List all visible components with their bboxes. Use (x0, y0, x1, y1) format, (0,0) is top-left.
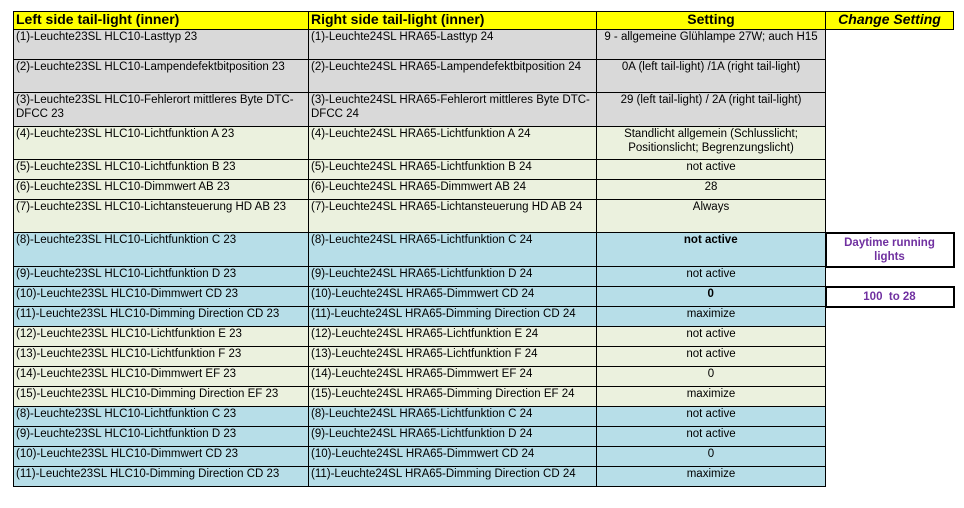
setting-cell[interactable]: maximize (597, 307, 826, 327)
table-row (14, 447, 954, 467)
left-cell[interactable]: (11)-Leuchte23SL HLC10-Dimming Direction CD 23 (14, 307, 309, 327)
right-cell[interactable]: (11)-Leuchte24SL HRA65-Dimming Direction CD 24 (309, 467, 597, 487)
change-setting-dimming-value[interactable]: 100 to 28 (826, 287, 954, 307)
right-cell[interactable]: (12)-Leuchte24SL HRA65-Lichtfunktion E 24 (309, 327, 597, 347)
change-cell-empty (826, 160, 954, 180)
right-cell[interactable]: (2)-Leuchte24SL HRA65-Lampendefektbitposition 24 (309, 60, 597, 93)
header-setting[interactable]: Setting (597, 12, 826, 30)
right-cell[interactable]: (15)-Leuchte24SL HRA65-Dimming Direction EF 24 (309, 387, 597, 407)
table-row (14, 200, 954, 233)
right-cell[interactable]: (9)-Leuchte24SL HRA65-Lichtfunktion D 24 (309, 267, 597, 287)
right-cell[interactable]: (3)-Leuchte24SL HRA65-Fehlerort mittleres Byte DTC-DFCC 24 (309, 93, 597, 127)
table-row (14, 347, 954, 367)
table-row (14, 427, 954, 447)
left-cell[interactable]: (3)-Leuchte23SL HLC10-Fehlerort mittleres Byte DTC-DFCC 23 (14, 93, 309, 127)
left-cell[interactable]: (8)-Leuchte23SL HLC10-Lichtfunktion C 23 (14, 233, 309, 267)
change-cell-empty (826, 93, 954, 127)
left-cell[interactable]: (4)-Leuchte23SL HLC10-Lichtfunktion A 23 (14, 127, 309, 160)
header-left[interactable]: Left side tail-light (inner) (14, 12, 309, 30)
setting-cell[interactable]: 0 (597, 367, 826, 387)
setting-cell[interactable]: not active (597, 160, 826, 180)
setting-cell[interactable]: not active (597, 327, 826, 347)
right-cell[interactable]: (7)-Leuchte24SL HRA65-Lichtansteuerung HD AB 24 (309, 200, 597, 233)
table-row (14, 267, 954, 287)
table-row (14, 180, 954, 200)
change-cell-empty (826, 387, 954, 407)
setting-cell[interactable]: maximize (597, 387, 826, 407)
setting-cell[interactable]: 0 (597, 447, 826, 467)
left-cell[interactable]: (14)-Leuchte23SL HLC10-Dimmwert EF 23 (14, 367, 309, 387)
header-right[interactable]: Right side tail-light (inner) (309, 12, 597, 30)
left-cell[interactable]: (2)-Leuchte23SL HLC10-Lampendefektbitposition 23 (14, 60, 309, 93)
change-cell-empty (826, 327, 954, 347)
right-cell[interactable]: (9)-Leuchte24SL HRA65-Lichtfunktion D 24 (309, 427, 597, 447)
change-cell-empty (826, 30, 954, 60)
left-cell[interactable]: (7)-Leuchte23SL HLC10-Lichtansteuerung HD AB 23 (14, 200, 309, 233)
left-cell[interactable]: (11)-Leuchte23SL HLC10-Dimming Direction CD 23 (14, 467, 309, 487)
setting-cell[interactable]: not active (597, 407, 826, 427)
change-cell-empty (826, 307, 954, 327)
change-cell-empty (826, 200, 954, 233)
right-cell[interactable]: (1)-Leuchte24SL HRA65-Lasttyp 24 (309, 30, 597, 60)
change-cell-empty (826, 127, 954, 160)
setting-cell[interactable]: not active (597, 347, 826, 367)
table-row (14, 60, 954, 93)
setting-cell[interactable]: 0 (597, 287, 826, 307)
table-row (14, 160, 954, 180)
left-cell[interactable]: (10)-Leuchte23SL HLC10-Dimmwert CD 23 (14, 287, 309, 307)
left-cell[interactable]: (9)-Leuchte23SL HLC10-Lichtfunktion D 23 (14, 267, 309, 287)
right-cell[interactable]: (8)-Leuchte24SL HRA65-Lichtfunktion C 24 (309, 233, 597, 267)
right-cell[interactable]: (5)-Leuchte24SL HRA65-Lichtfunktion B 24 (309, 160, 597, 180)
table-row (14, 407, 954, 427)
table-row (14, 327, 954, 347)
change-cell-empty (826, 407, 954, 427)
right-cell[interactable]: (11)-Leuchte24SL HRA65-Dimming Direction CD 24 (309, 307, 597, 327)
table-row (14, 387, 954, 407)
setting-cell[interactable]: Standlicht allgemein (Schlusslicht; Positionslicht; Begrenzungslicht) (597, 127, 826, 160)
table-row (14, 307, 954, 327)
settings-table (13, 11, 955, 487)
right-cell[interactable]: (10)-Leuchte24SL HRA65-Dimmwert CD 24 (309, 287, 597, 307)
setting-cell[interactable]: not active (597, 427, 826, 447)
table-row (14, 93, 954, 127)
change-cell-empty (826, 367, 954, 387)
header-change[interactable]: Change Setting (826, 12, 954, 30)
left-cell[interactable]: (8)-Leuchte23SL HLC10-Lichtfunktion C 23 (14, 407, 309, 427)
left-cell[interactable]: (13)-Leuchte23SL HLC10-Lichtfunktion F 23 (14, 347, 309, 367)
change-cell-empty (826, 427, 954, 447)
table-row (14, 127, 954, 160)
left-cell[interactable]: (15)-Leuchte23SL HLC10-Dimming Direction EF 23 (14, 387, 309, 407)
left-cell[interactable]: (10)-Leuchte23SL HLC10-Dimmwert CD 23 (14, 447, 309, 467)
left-cell[interactable]: (5)-Leuchte23SL HLC10-Lichtfunktion B 23 (14, 160, 309, 180)
setting-cell[interactable]: 0A (left tail-light) /1A (right tail-light) (597, 60, 826, 93)
header-row (14, 12, 954, 30)
right-cell[interactable]: (4)-Leuchte24SL HRA65-Lichtfunktion A 24 (309, 127, 597, 160)
table-row (14, 467, 954, 487)
table-row (14, 30, 954, 60)
setting-cell[interactable]: 28 (597, 180, 826, 200)
table-row (14, 287, 954, 307)
change-setting-daytime-running-lights[interactable]: Daytime running lights (826, 233, 954, 267)
setting-cell[interactable]: not active (597, 233, 826, 267)
right-cell[interactable]: (13)-Leuchte24SL HRA65-Lichtfunktion F 24 (309, 347, 597, 367)
change-cell-empty (826, 467, 954, 487)
setting-cell[interactable]: not active (597, 267, 826, 287)
change-cell-empty (826, 447, 954, 467)
left-cell[interactable]: (6)-Leuchte23SL HLC10-Dimmwert AB 23 (14, 180, 309, 200)
right-cell[interactable]: (14)-Leuchte24SL HRA65-Dimmwert EF 24 (309, 367, 597, 387)
right-cell[interactable]: (6)-Leuchte24SL HRA65-Dimmwert AB 24 (309, 180, 597, 200)
change-cell-empty (826, 180, 954, 200)
setting-cell[interactable]: Always (597, 200, 826, 233)
table-row (14, 367, 954, 387)
setting-cell[interactable]: 9 - allgemeine Glühlampe 27W; auch H15 (597, 30, 826, 60)
setting-cell[interactable]: maximize (597, 467, 826, 487)
table-row (14, 233, 954, 267)
change-cell-empty (826, 60, 954, 93)
change-cell-empty (826, 347, 954, 367)
setting-cell[interactable]: 29 (left tail-light) / 2A (right tail-light) (597, 93, 826, 127)
left-cell[interactable]: (12)-Leuchte23SL HLC10-Lichtfunktion E 23 (14, 327, 309, 347)
right-cell[interactable]: (8)-Leuchte24SL HRA65-Lichtfunktion C 24 (309, 407, 597, 427)
right-cell[interactable]: (10)-Leuchte24SL HRA65-Dimmwert CD 24 (309, 447, 597, 467)
left-cell[interactable]: (1)-Leuchte23SL HLC10-Lasttyp 23 (14, 30, 309, 60)
change-cell-empty (826, 267, 954, 287)
left-cell[interactable]: (9)-Leuchte23SL HLC10-Lichtfunktion D 23 (14, 427, 309, 447)
